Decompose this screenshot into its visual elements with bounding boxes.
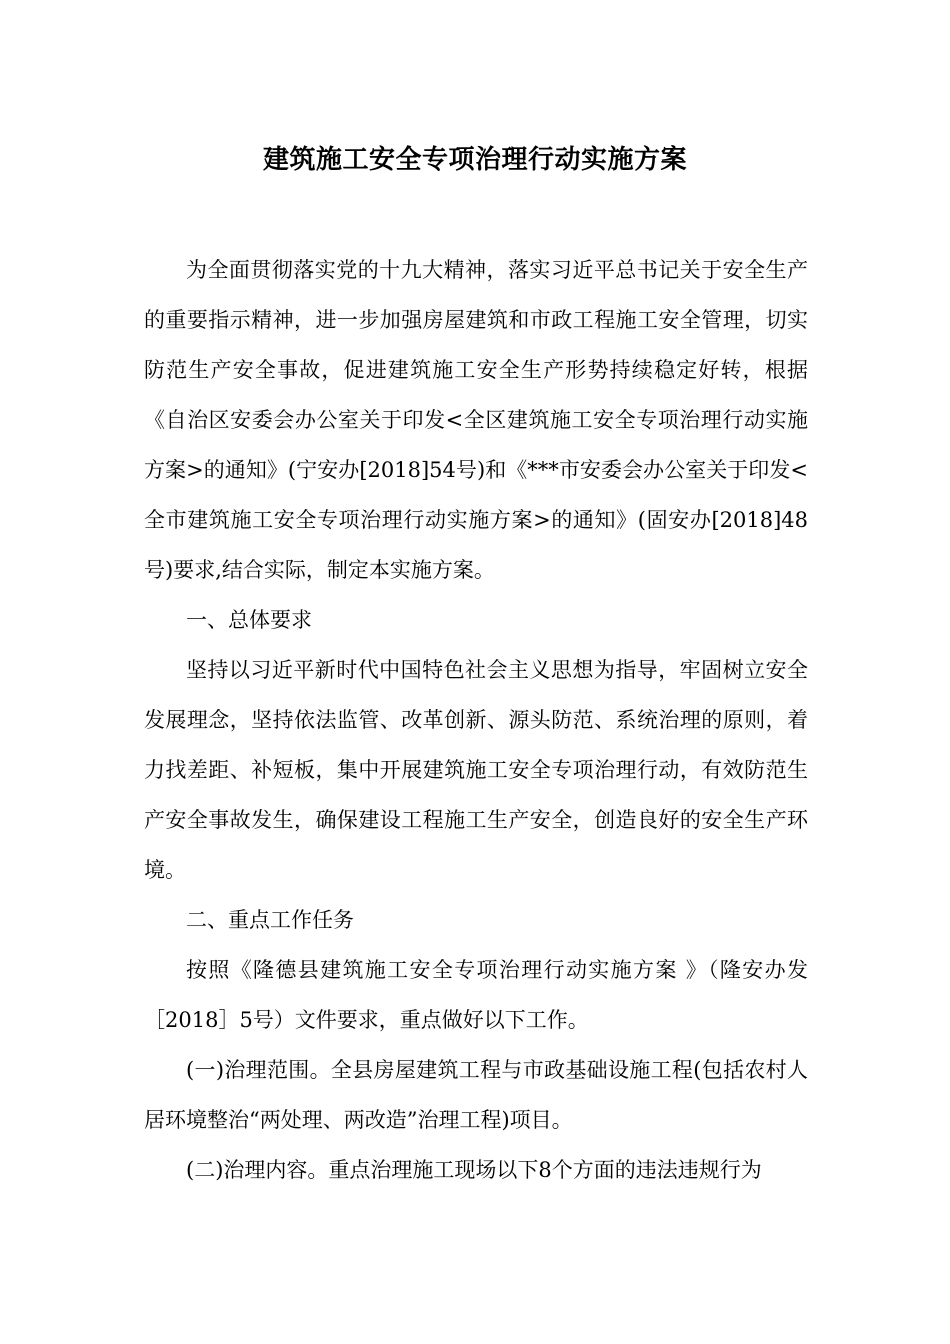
paragraph-scope: (一)治理范围。全县房屋建筑工程与市政基础设施工程(包括农村人居环境整治“两处理、两改造”治理工程)项目。: [144, 1058, 808, 1132]
heading-key-tasks: 二、重点工作任务: [186, 908, 354, 932]
paragraph-key-tasks: 按照《隆德县建筑施工安全专项治理行动实施方案 》（隆安办发［2018］5号）文件要求，重点做好以下工作。: [144, 958, 808, 1032]
document-title: 建筑施工安全专项治理行动实施方案: [262, 145, 687, 175]
paragraph-intro: 为全面贯彻落实党的十九大精神，落实习近平总书记关于安全生产的重要指示精神，进一步加强房屋建筑和市政工程施工安全管理，切实防范生产安全事故，促进建筑施工安全生产形势持续稳定好转，根据《自治区安委会办公室关于印发<全区建筑施工安全专项治理行动实施方案>的通知》(宁安办[2018]54号)和《***市安委会办公室关于印发<全市建筑施工安全专项治理行动实施方案>的通知》(固安办[2018]48号)要求,结合实际，制定本实施方案。: [144, 258, 808, 582]
paragraph-content: (二)治理内容。重点治理施工现场以下8个方面的违法违规行为: [186, 1158, 762, 1182]
paragraph-general-requirements: 坚持以习近平新时代中国特色社会主义思想为指导，牢固树立安全发展理念，坚持依法监管、改革创新、源头防范、系统治理的原则，着力找差距、补短板，集中开展建筑施工安全专项治理行动，有效防范生产安全事故发生，确保建设工程施工生产安全，创造良好的安全生产环境。: [144, 658, 808, 882]
heading-general-requirements: 一、总体要求: [186, 608, 312, 632]
document-body: [144, 245, 808, 1195]
